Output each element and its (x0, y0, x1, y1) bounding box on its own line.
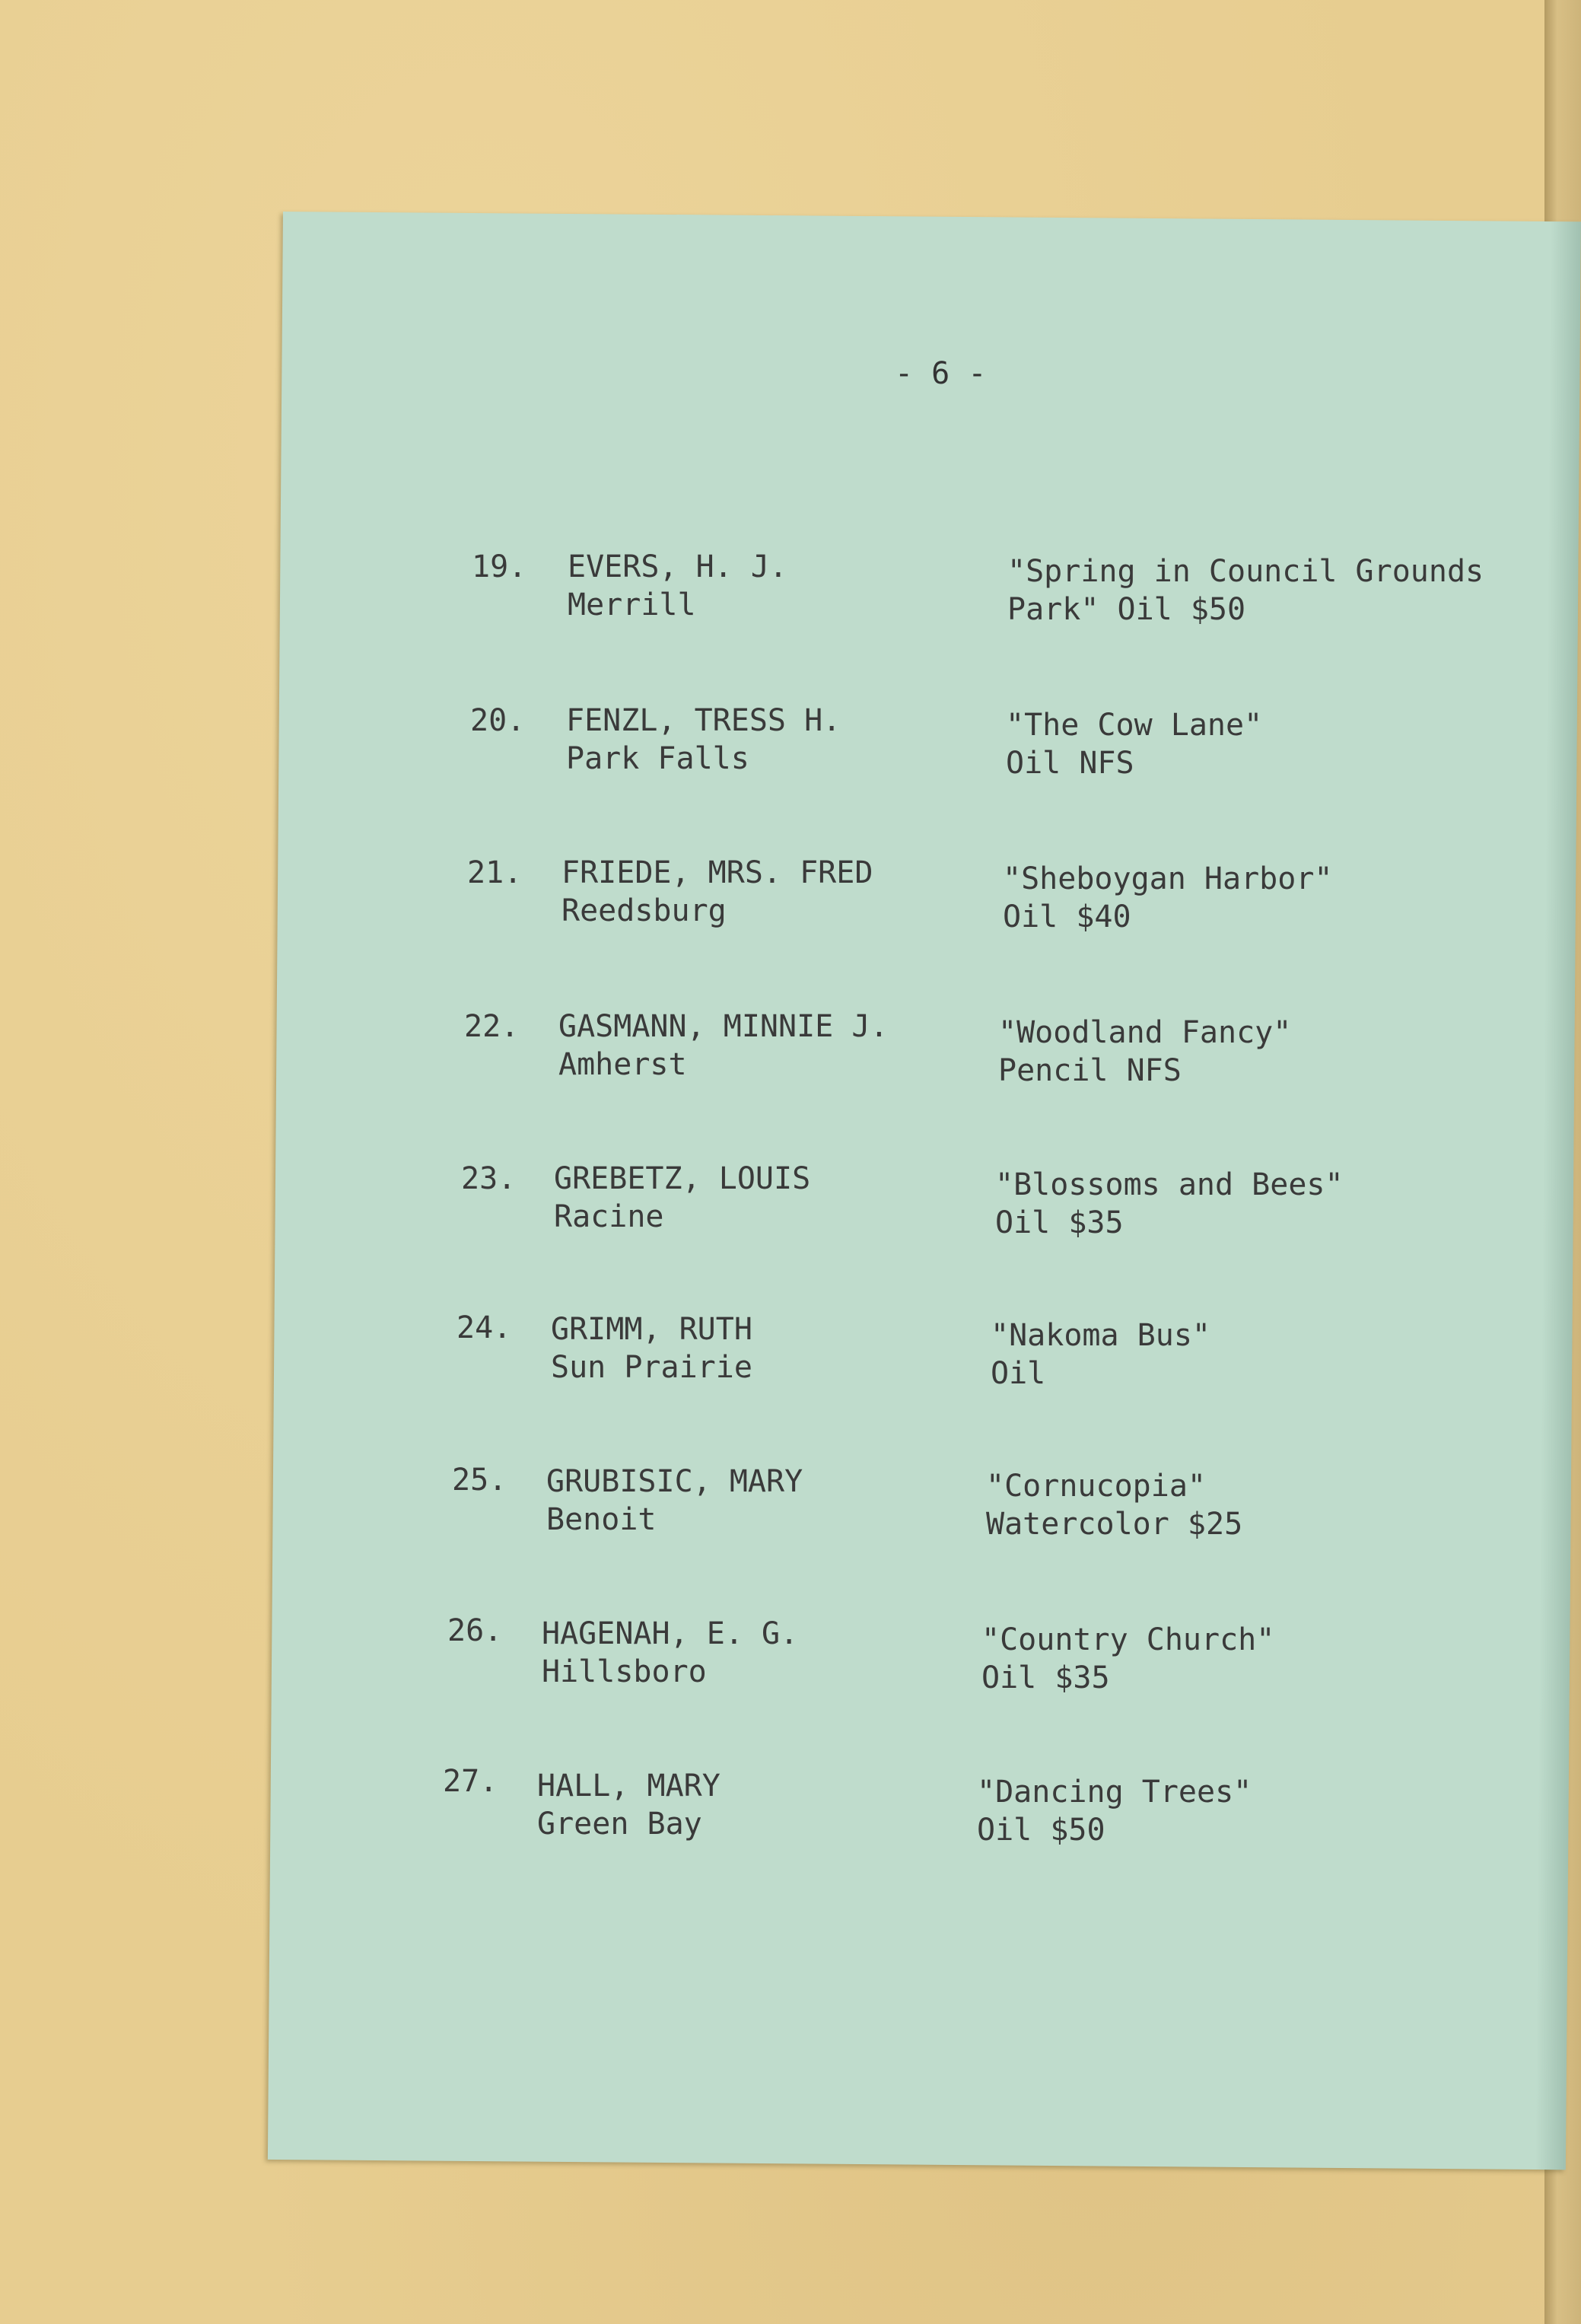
artist-town: Merrill (568, 587, 696, 622)
artist-town: Sun Prairie (551, 1350, 752, 1385)
artwork-info (977, 1773, 1252, 1849)
artist-name (566, 702, 841, 778)
artist-surname: FENZL, TRESS H. (566, 703, 841, 738)
artwork-medium-price: Oil $50 (977, 1813, 1105, 1848)
entry-number: 25. (452, 1463, 507, 1498)
artwork-title: "Country Church" (981, 1622, 1275, 1657)
entry-number: 24. (456, 1310, 512, 1345)
entry-number: 23. (461, 1161, 517, 1196)
artist-name (561, 854, 873, 930)
artist-town: Hillsboro (542, 1654, 707, 1689)
artwork-title: "Sheboygan Harbor" (1003, 861, 1333, 896)
artwork-info (995, 1166, 1344, 1242)
artwork-title: "Blossoms and Bees" (995, 1167, 1344, 1202)
artist-name (568, 548, 787, 624)
artwork-title: "Cornucopia" (986, 1469, 1206, 1504)
artist-name (558, 1008, 888, 1084)
artist-name (554, 1160, 810, 1236)
artist-name (546, 1463, 803, 1539)
artist-surname: EVERS, H. J. (568, 549, 787, 584)
artist-town: Racine (554, 1199, 664, 1234)
artwork-title: "The Cow Lane" (1006, 708, 1263, 743)
artwork-medium-price: Oil $35 (981, 1660, 1110, 1695)
entry-number: 27. (443, 1764, 498, 1799)
artist-town: Reedsburg (561, 893, 727, 928)
artist-name (551, 1310, 752, 1386)
artwork-medium-price: Oil (991, 1356, 1046, 1391)
artist-town: Green Bay (537, 1807, 702, 1842)
artwork-info (1007, 552, 1484, 629)
artwork-medium-price: Oil NFS (1006, 746, 1134, 781)
artwork-title: "Spring in Council Grounds (1007, 554, 1484, 589)
artist-surname: GREBETZ, LOUIS (554, 1161, 811, 1196)
artwork-title: "Nakoma Bus" (991, 1318, 1210, 1353)
artwork-title: "Dancing Trees" (977, 1775, 1252, 1810)
artist-surname: FRIEDE, MRS. FRED (561, 855, 873, 890)
artist-town: Amherst (558, 1047, 687, 1082)
artwork-info (991, 1316, 1210, 1393)
artwork-info (1003, 860, 1332, 936)
artwork-medium-price: Park" Oil $50 (1007, 592, 1246, 627)
artist-surname: GRIMM, RUTH (551, 1312, 752, 1347)
artist-surname: HAGENAH, E. G. (542, 1616, 799, 1651)
page-number: - 6 - (895, 356, 987, 391)
artwork-title: "Woodland Fancy" (998, 1015, 1292, 1050)
entry-number: 21. (467, 855, 523, 890)
entry-number: 22. (464, 1009, 520, 1044)
artist-surname: GRUBISIC, MARY (546, 1464, 803, 1499)
entry-number: 26. (447, 1613, 503, 1648)
artist-town: Park Falls (566, 741, 749, 776)
artwork-info (981, 1621, 1274, 1697)
artist-name (542, 1615, 798, 1691)
artwork-medium-price: Oil $35 (995, 1205, 1124, 1240)
artwork-info (986, 1467, 1242, 1543)
artist-surname: GASMANN, MINNIE J. (558, 1009, 889, 1044)
entry-number: 19. (472, 549, 527, 584)
artist-town: Benoit (546, 1502, 657, 1537)
artist-name (537, 1767, 721, 1843)
artwork-medium-price: Watercolor $25 (986, 1507, 1243, 1542)
entry-number: 20. (470, 703, 526, 738)
artwork-info (1006, 706, 1262, 782)
artwork-medium-price: Oil $40 (1003, 899, 1131, 934)
artwork-info (998, 1014, 1291, 1090)
artist-surname: HALL, MARY (537, 1768, 721, 1803)
artwork-medium-price: Pencil NFS (998, 1053, 1182, 1088)
